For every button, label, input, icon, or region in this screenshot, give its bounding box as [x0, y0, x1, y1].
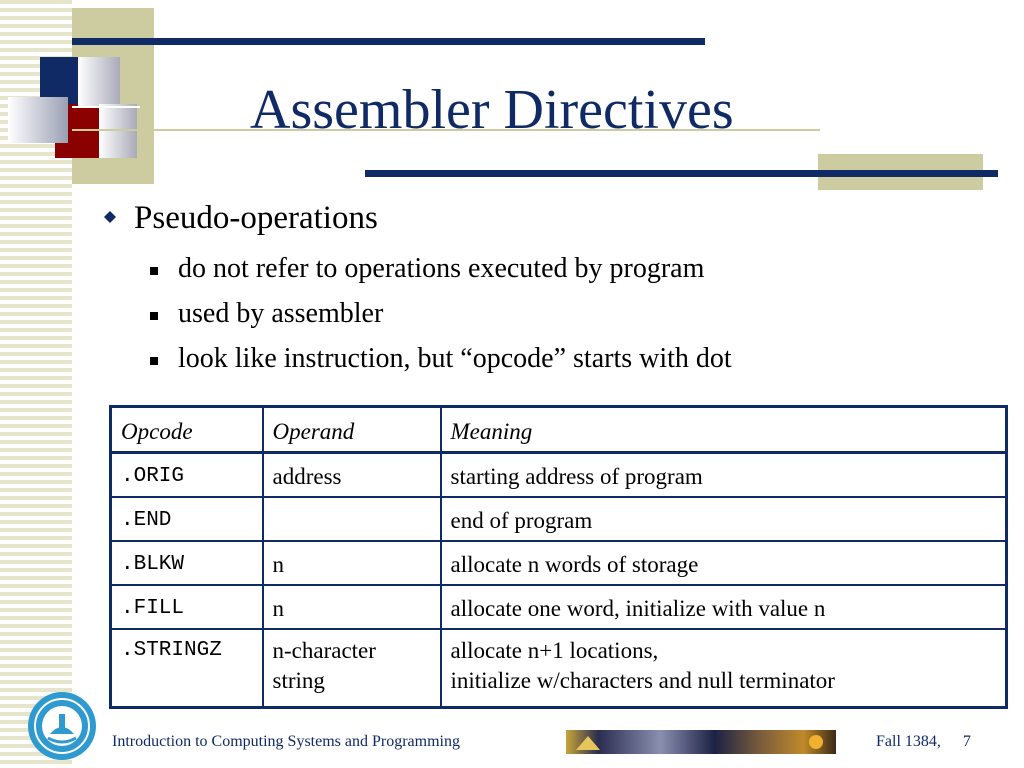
- footer-term: Fall 1384,: [876, 733, 941, 750]
- square-bullet-icon: [150, 312, 158, 320]
- table-header-row: [111, 407, 1007, 453]
- table-row: [111, 497, 1007, 541]
- cell-operand: n: [263, 585, 441, 629]
- cell-meaning: [441, 629, 1007, 708]
- footer-course: Introduction to Computing Systems and Programming: [112, 733, 460, 750]
- header-operand: Operand: [263, 407, 441, 453]
- subbullet-text: look like instruction, but “opcode” starts with dot: [178, 343, 732, 374]
- cell-opcode: .BLKW: [111, 541, 263, 585]
- table-row: [111, 541, 1007, 585]
- footer-right: [876, 733, 971, 751]
- cell-meaning: starting address of program: [441, 453, 1007, 497]
- page-number: 7: [962, 733, 971, 750]
- university-logo-icon: [26, 690, 98, 762]
- diamond-bullet-icon: [104, 211, 116, 223]
- square-bullet-icon: [150, 357, 158, 365]
- subbullet-text: do not refer to operations executed by program: [178, 253, 705, 284]
- cell-meaning-line1: allocate n+1 locations,: [450, 637, 659, 663]
- table-row: [111, 453, 1007, 497]
- cell-operand-line2: string: [272, 667, 325, 693]
- subbullet-text: used by assembler: [178, 298, 384, 329]
- cell-operand-line1: n-character: [272, 637, 376, 663]
- footer-image-strip: [566, 730, 836, 754]
- cell-operand: n: [263, 541, 441, 585]
- cell-opcode: .FILL: [111, 585, 263, 629]
- square-bullet-icon: [150, 267, 158, 275]
- bullet-text: Pseudo-operations: [134, 200, 378, 236]
- cell-operand: address: [263, 453, 441, 497]
- cell-opcode: .STRINGZ: [111, 629, 263, 708]
- cell-meaning: allocate one word, initialize with value n: [441, 585, 1007, 629]
- cell-operand: [263, 497, 441, 541]
- slide-title: Assembler Directives: [250, 79, 734, 141]
- directives-table: [109, 405, 1008, 709]
- table-row: [111, 585, 1007, 629]
- table-row: [111, 629, 1007, 708]
- header-meaning: Meaning: [441, 407, 1007, 453]
- header-opcode: Opcode: [111, 407, 263, 453]
- cell-operand: [263, 629, 441, 708]
- cell-meaning-line2: initialize w/characters and null terminator: [450, 667, 835, 693]
- cell-opcode: .END: [111, 497, 263, 541]
- cell-opcode: .ORIG: [111, 453, 263, 497]
- cell-meaning: allocate n words of storage: [441, 541, 1007, 585]
- cell-meaning: end of program: [441, 497, 1007, 541]
